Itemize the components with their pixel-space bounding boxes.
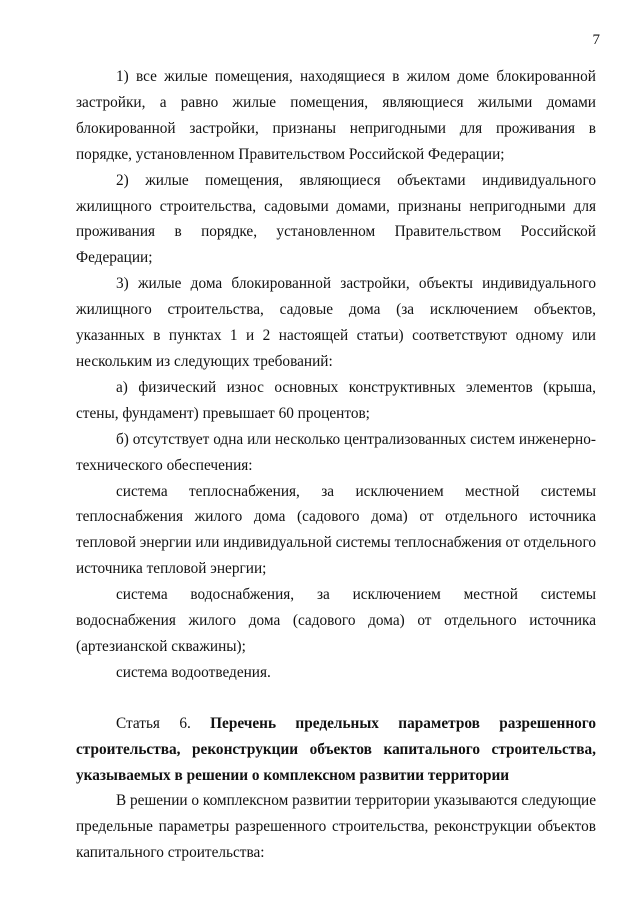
paragraph-item-1: 1) все жилые помещения, находящиеся в жилом доме блокированной застройки, а равно жилые помещения, являющиеся жилыми домами блокированной застройки, признаны непригодными для проживания в порядке, установленном Правительством Российской Федерации; (76, 68, 596, 163)
article-number: Статья 6. (116, 714, 191, 732)
article-heading (76, 711, 596, 789)
paragraph-item-3: 3) жилые дома блокированной застройки, объекты индивидуального жилищного строительства, садовые дома (за исключением объектов, указанных в пунктах 1 и 2 настоящей статьи) соответствуют одному или нескольким из следующих требований: (76, 275, 596, 370)
document-body (76, 64, 596, 866)
paragraph-heating-system: система теплоснабжения, за исключением местной системы теплоснабжения жилого дома (садового дома) от отдельного источника тепловой энергии или индивидуальной системы теплоснабжения от отдельного источника тепловой энергии; (76, 482, 596, 578)
page-number: 7 (592, 32, 600, 48)
paragraph-subitem-b: б) отсутствует одна или несколько централизованных систем инженерно-технического обеспечения: (76, 430, 596, 474)
paragraph-item-2: 2) жилые помещения, являющиеся объектами индивидуального жилищного строительства, садовыми домами, признаны непригодными для проживания в порядке, установленном Правительством Российской Федерации; (76, 171, 596, 267)
paragraph-sewerage: система водоотведения. (116, 663, 271, 681)
article-paragraph: В решении о комплексном развитии территории указываются следующие предельные параметры разрешенного строительства, реконструкции объектов капитального строительства: (76, 792, 596, 862)
article-title: Перечень предельных параметров разрешенного строительства, реконструкции объектов капитального строительства, указываемых в решении о комплексном развитии территории (76, 714, 597, 784)
paragraph-subitem-a: а) физический износ основных конструктивных элементов (крыша, стены, фундамент) превышает 60 процентов; (76, 378, 596, 422)
paragraph-water-supply: система водоснабжения, за исключением местной системы водоснабжения жилого дома (садового дома) от отдельного источника (артезианской скважины); (76, 586, 596, 655)
